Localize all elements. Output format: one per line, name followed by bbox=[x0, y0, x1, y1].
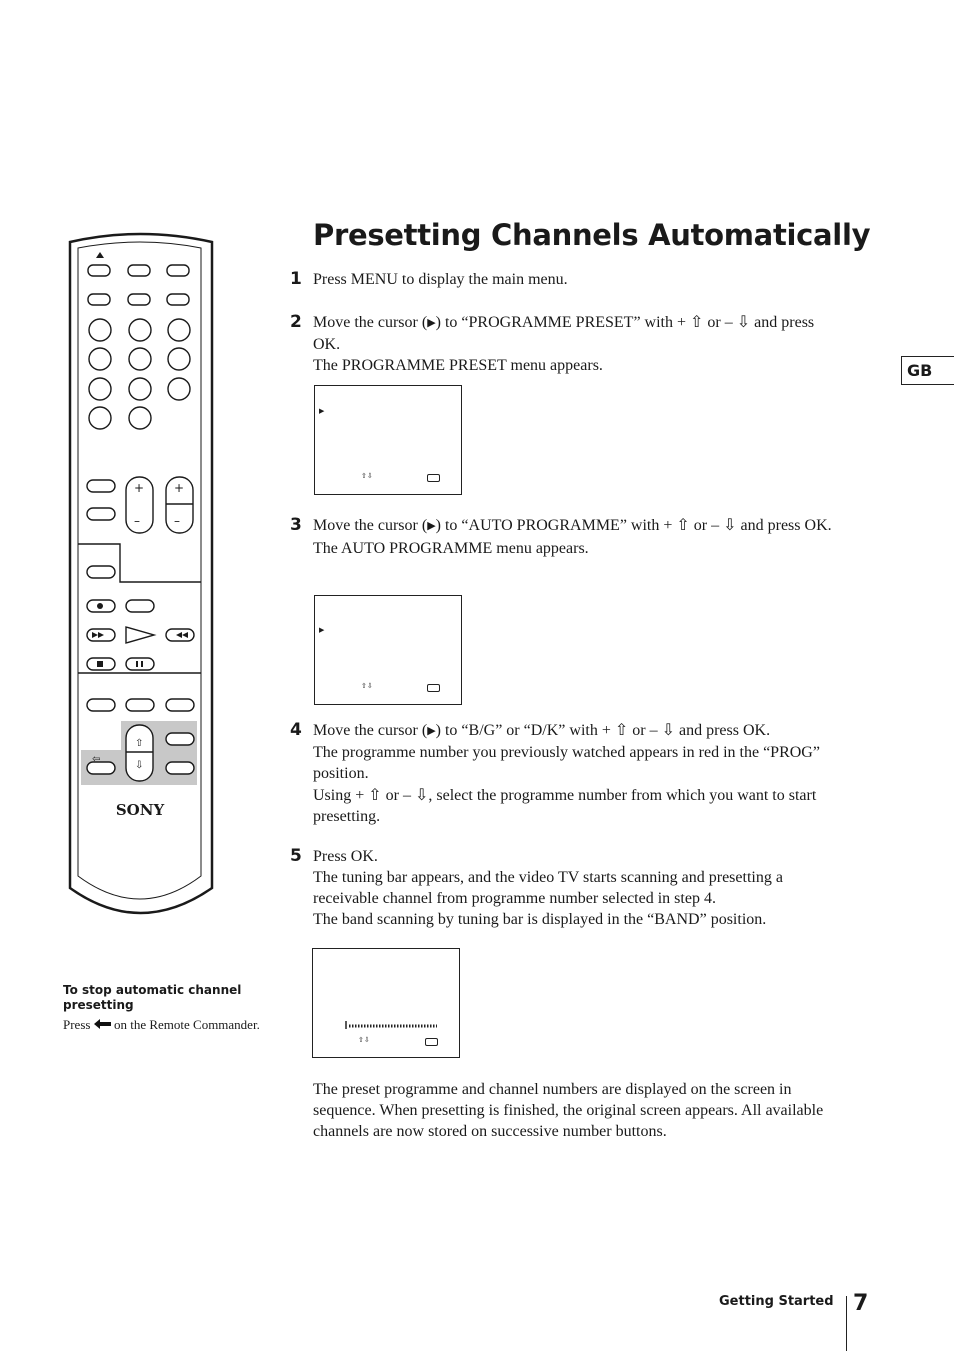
footer-divider bbox=[846, 1296, 847, 1351]
stop-note-heading: To stop automatic channel presetting bbox=[63, 983, 242, 1012]
stop-note bbox=[63, 983, 263, 1032]
cursor-glyph-icon: ▶ bbox=[427, 725, 436, 737]
tuning-screen bbox=[312, 948, 460, 1058]
step-5-text bbox=[313, 846, 843, 930]
step-4-number: 4 bbox=[290, 720, 302, 740]
screen-cursor-icon: ▶ bbox=[319, 626, 325, 634]
page-number: 7 bbox=[853, 1291, 869, 1316]
step-4-instruction: Move the cursor (▶) to “B/G” or “D/K” with + ⇧ or – ⇩ and press OK. bbox=[313, 722, 771, 739]
step-4-result: The programme number you previously watched appears in red in the “PROG” position. bbox=[313, 744, 820, 782]
step-2-result: The PROGRAMME PRESET menu appears. bbox=[313, 357, 603, 374]
step-5-extra: The band scanning by tuning bar is displayed in the “BAND” position. bbox=[313, 911, 767, 928]
svg-text:⇦: ⇦ bbox=[92, 754, 101, 765]
svg-text:+: + bbox=[174, 481, 185, 495]
step-3-instruction: Move the cursor (▶) to “AUTO PROGRAMME” with + ⇧ or – ⇩ and press OK. bbox=[313, 517, 832, 534]
cursor-glyph-icon: ▶ bbox=[427, 317, 436, 329]
step-3-text bbox=[313, 515, 843, 559]
screen-ok-icon bbox=[425, 1038, 438, 1046]
step-5-result: The tuning bar appears, and the video TV starts scanning and presetting a receivable channel from programme number selected in step 4. bbox=[313, 869, 783, 907]
language-tab: GB bbox=[901, 356, 954, 385]
step-2-number: 2 bbox=[290, 312, 302, 332]
closing-paragraph: The preset programme and channel numbers are displayed on the screen in sequence. When presetting is finished, the original screen appears. All available channels are now stored on successive number buttons. bbox=[313, 1081, 824, 1140]
step-5-number: 5 bbox=[290, 846, 302, 866]
step-1-instruction: Press MENU to display the main menu. bbox=[313, 271, 568, 288]
step-3-result: The AUTO PROGRAMME menu appears. bbox=[313, 540, 589, 557]
screen-ok-icon bbox=[427, 474, 440, 482]
screen-updown-icon: ⇧⇩ bbox=[361, 682, 373, 690]
svg-text:–: – bbox=[134, 514, 140, 528]
step-1-number: 1 bbox=[290, 269, 302, 289]
step-3-number: 3 bbox=[290, 515, 302, 535]
svg-text:–: – bbox=[174, 514, 180, 528]
page-title: Presetting Channels Automatically bbox=[313, 218, 871, 252]
step-4-text bbox=[313, 720, 843, 827]
svg-text:⇧: ⇧ bbox=[135, 738, 144, 749]
step-1-text bbox=[313, 269, 843, 290]
step-5-instruction: Press OK. bbox=[313, 848, 378, 865]
svg-text:+: + bbox=[134, 481, 145, 495]
cursor-glyph-icon: ▶ bbox=[427, 520, 436, 532]
screen-cursor-icon: ▶ bbox=[319, 407, 325, 415]
menu-screen-auto-programme bbox=[314, 595, 462, 705]
svg-text:⇩: ⇩ bbox=[135, 760, 144, 771]
remote-brand-logo: SONY bbox=[115, 801, 165, 819]
screen-ok-icon bbox=[427, 684, 440, 692]
screen-updown-icon: ⇧⇩ bbox=[361, 472, 373, 480]
step-2-instruction: Move the cursor (▶) to “PROGRAMME PRESET” with + ⇧ or – ⇩ and press OK. bbox=[313, 314, 815, 353]
remote-control-illustration bbox=[60, 228, 220, 923]
screen-updown-icon: ⇧⇩ bbox=[358, 1036, 370, 1044]
left-arrow-icon bbox=[94, 1019, 111, 1029]
stop-note-body: Press on the Remote Commander. bbox=[63, 1017, 260, 1032]
step-2-text bbox=[313, 312, 843, 376]
step-4-extra: Using + ⇧ or – ⇩, select the programme number from which you want to start presetting. bbox=[313, 787, 817, 825]
menu-screen-programme-preset bbox=[314, 385, 462, 495]
footer-section-title: Getting Started bbox=[719, 1294, 834, 1309]
